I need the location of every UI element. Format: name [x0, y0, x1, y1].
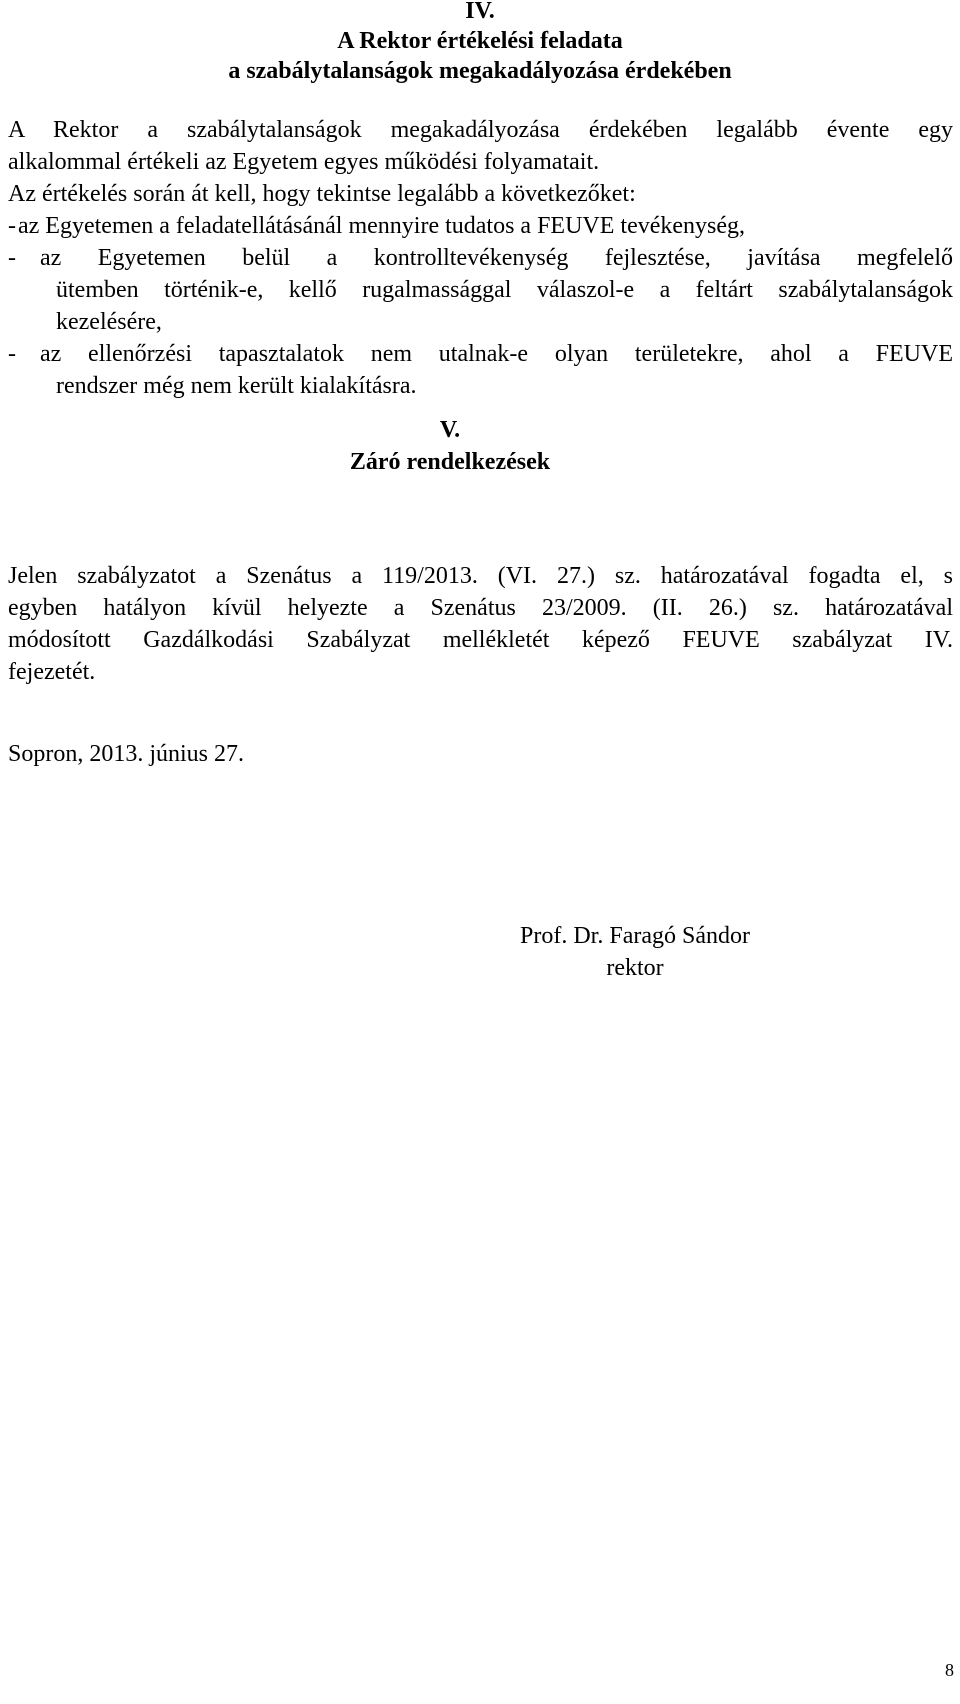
- intro-line-3: Az értékelés során át kell, hogy tekintse legalább a következőket:: [8, 181, 636, 207]
- bullet-list: [8, 210, 953, 402]
- bullet-line: ütemben történik-e, kellő rugalmassággal válaszol-e a feltárt szabálytalanságok: [56, 277, 953, 303]
- list-item: [8, 338, 953, 402]
- bullet-line: az Egyetemen a feladatellátásánál mennyire tudatos a FEUVE tevékenység,: [18, 213, 746, 239]
- place-date: Sopron, 2013. június 27.: [8, 741, 245, 767]
- bullet-text: [40, 242, 953, 338]
- bullet-line: az ellenőrzési tapasztalatok nem utalnak-e olyan területekre, ahol a FEUVE: [40, 341, 953, 367]
- list-item: [8, 210, 953, 242]
- closing-line-2: egyben hatályon kívül helyezte a Szenátus 23/2009. (II. 26.) sz. határozatával: [8, 595, 953, 621]
- section-v-title: Záró rendelkezések: [349, 449, 551, 475]
- list-item: [8, 242, 953, 338]
- section-iv-title-line1: A Rektor értékelési feladata: [337, 28, 623, 54]
- bullet-text: [40, 338, 953, 402]
- bullet-dash: -: [8, 213, 16, 239]
- bullet-line: kezelésére,: [56, 309, 162, 335]
- section-iv-heading: [0, 0, 960, 26]
- intro-line-1: A Rektor a szabálytalanságok megakadályozása érdekében legalább évente egy: [8, 117, 953, 143]
- intro-paragraph: [8, 114, 953, 210]
- signatory-name: Prof. Dr. Faragó Sándor: [520, 923, 750, 949]
- bullet-dash: -: [8, 245, 16, 271]
- bullet-line: rendszer még nem került kialakításra.: [56, 373, 417, 399]
- signatory-title: rektor: [606, 955, 664, 981]
- closing-line-1: Jelen szabályzatot a Szenátus a 119/2013. (VI. 27.) sz. határozatával fogadta el, s: [8, 563, 953, 589]
- section-iv-title: [0, 26, 960, 86]
- section-iv-number: IV.: [465, 0, 495, 24]
- page-number: 8: [945, 1660, 954, 1680]
- closing-line-3: módosított Gazdálkodási Szabályzat mellékletét képező FEUVE szabályzat IV.: [8, 627, 953, 653]
- signature-block: [470, 920, 800, 984]
- closing-paragraph: [8, 560, 953, 688]
- intro-line-2: alkalommal értékeli az Egyetem egyes működési folyamatait.: [8, 149, 600, 175]
- bullet-dash: -: [8, 341, 16, 367]
- bullet-line: az Egyetemen belül a kontrolltevékenység fejlesztése, javítása megfelelő: [40, 245, 953, 271]
- bullet-text: [18, 210, 953, 242]
- closing-line-4: fejezetét.: [8, 659, 96, 685]
- section-v-number: V.: [439, 417, 461, 443]
- section-v-heading: [0, 414, 930, 478]
- section-iv-title-line2: a szabálytalanságok megakadályozása érdekében: [228, 58, 732, 84]
